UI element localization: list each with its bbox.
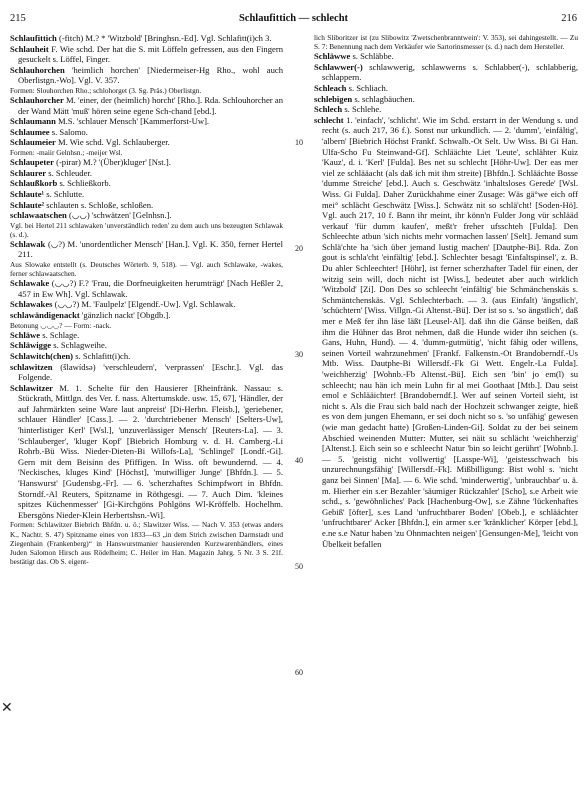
entry-text: s. Schlagweihe. (53, 340, 107, 351)
dictionary-entry (10, 137, 283, 148)
dictionary-entry (314, 115, 578, 549)
entry-text: s. Schläbbe. (352, 51, 394, 62)
line-number: 10 (295, 138, 303, 147)
entry-lemma: Schlawitzer (10, 382, 53, 393)
entry-text: (◡◡) 'schwätzen' [Gelnhsn.]. (68, 210, 172, 221)
entry-text: s. Schlehe. (344, 104, 382, 115)
entry-text: 'gänzlich nackt' [Obgdb.]. (81, 310, 171, 321)
entry-lemma: schlawitzen (10, 361, 53, 372)
entry-text: Vgl. bei Hertel 211 schlawaken 'unverständlich reden' zu dem auch uns bezeugten Schlawak (s. d.). (10, 220, 283, 239)
entry-lemma: Schlaute² (10, 199, 45, 210)
entry-text: M. Wie schd. Vgl. Schlauberger. (57, 137, 170, 148)
entry-lemma: schlebigen (314, 93, 353, 104)
entry-text: (-pirar) M.? '(Über)kluger' [Nst.]. (56, 157, 171, 168)
entry-lemma: Schlauheit (10, 43, 49, 54)
entry-lemma: Schläwwe (314, 51, 351, 62)
entry-text: s. Schlage. (42, 329, 80, 340)
entry-text: Formen: Schlawitzer Biebrich Bhfdn. u. ö.; Slawitzer Wiss. — Nach V. 353 (etwas anders K., Nachtr. S. 47) Spitzname eines von 1833—63 „in dem Strich zwischen Darmstadt und Ziegenhain (Frankenberg)“ in Hanswurstmanier hausierenden Kurzwarenhändlers, eines Juden Salomon Hirsch aus Rödelheim; C. Heiler im Han. Magazin Jahrg. 5 Nr. 3 S. 21f. bestätigt das. Ob S. eigent- (10, 520, 283, 566)
page-number-left: 215 (10, 13, 26, 24)
entry-text: (◡◡?) F.? 'Frau, die Dorfneuigkeiten herumträgt' [Nach Heßler 2, 457 in Ew Wh]. Vgl. Schlawak. (18, 278, 283, 299)
entry-lemma: Schlaumeier (10, 137, 56, 148)
entry-text: M.S. 'schlauer Mensch' [Kammerforst-Uw]. (58, 116, 210, 127)
line-number: 20 (295, 244, 303, 253)
entry-text: s. Schließkorb. (59, 178, 111, 189)
dictionary-entry (314, 104, 578, 115)
page-title: Schlaufittich — schlecht (238, 13, 349, 24)
entry-text: (-fitch) M.? * 'Witzbold' [Bringhsn.-Ed]. Vgl. Schlafitt(i)ch 3. (58, 33, 272, 43)
entry-text: 1. 'einfach', 'schlicht'. Wie im Schd. erstarrt in der Wendung s. und recht (s. auch 217, 36 f.). Sonst nur urkundlich. — 2. 'dumm', 'einfältig', 'albern' [Biebrich Höchst Frankf. Schwalb.-Ot Selt. Uw Wiss. Bi Gi Han. Ulfa-Scho Fu Steinwand-Gf]. Schläächte Liet 'Leute', schlähter Kuiz 'Kauz', d. i. 'Kerl' [Fulda]. Bes net su schlecht [Höhr-Uw]. Der eas mer viel ze schlääacht (als daß ich mit ihm streite) [Bhfdn.]. Schläächte Bosse 'dumme Streiche' [ebd.]. Auch s. Geschwätz 'inhaltsloses Gerede' [Wsl. Wiss. Gi Fulda]. Daher Zurückhahme einer Zusage: Wäs gä°we eich off mei° schlächt Geschwätz [Wiss.]. Schwätz nit so schlä'cht! [Soden-Hö]. Vgl. auch 217, 10 f. Bann ihr meint, ihr könn'n Fulder Jong vür schlääd verkauf 'für dumm kaufen', meßt'r freher ufsschteh [Fulda]. Den Schleechte atbun 'sich nichts mehr vormachen lassen' [Selt]. Jemand sum Schlä'chte ha 'sich über jemand lustig machen' [Dautphe-Bi]. Rda. Zon gout is schla'cht 'einfältig' [ebd.]. Schlechter besagt 'Einfaltspinsel', z. B. Du ahler Schleechter! [Höhr], ist ferner scherzhafter Tadel für einen, der witzig sein will, doch nicht ist [Wiss.], bedeutet aber auch wirklich 'Witzbold' [Zi]. Don Des so schleecht 'einfältig' bie Schmänchenskäs s. Schmäntchenskäs. Vgl. Schlechterbach. — 3. (aus Einfalt) 'ängstlich', 'schüchtern' [Wiss. Villgn.-Gi Altenst.-Bü]. Der ist so s. 'so ängstlich', daß mer e Meß fer ihn läse läßt [Leusel-Al]. daß ihn die Gänse beißen, daß ihm die Hühner das Brot nehmen, daß die Hunde wider ihn seichen (s. Gans, Huhn, Hund). — 4. 'dumm-gutmütig', 'nicht fähig oder willens, seinen Vorteil wahrzunehmen' [Frankf. Falkenstn.-Ot Brandoberndf.-Us Mtb. Wiss. Dautphe-Bi Willersdf.-Fk Gi Wett. Engelr.-La Fulda]. 'weichherzig' [Wohnb.-Fb Altenst.-Bü]. Eich sen 'bin' jo em(l) su schleecht; nau hän ich mein Luhn fir al mei Goothaat [Mtb.]. Dau seist emol e Schlääichter! [Brandoberndf.]. Wer auf seinen Vorteil sieht, ist nicht s. Als die Frau sich bald nach der Hochzeit schwanger zeigte, hieß es von dem jungen Ehemann, er sei doch nicht so s. 'so unfähig' gewesen (wie man gedacht hatte) [Großen-Linden-Gi]. Soldat zu der bei seinem Abschied weinenden Mutter: Mutter, sei näit su schlächt 'weichherzig' [Altenst.]. Eich sein so e schleecht Natur 'bin so leicht gerührt' [Wohnb.]. — 5. 'geistig nicht vollwertig' [Lasspe-Wi], 'geistesschwach bis unzurechnungsfähig' [Willersdf.-Fk]. Mißbilligung: Bist wohl s. 'nicht ganz bei Sinnen' [Ma]. — 6. Wie schd. 'minderwertig', 'unbrauchbar' u. ä. m. Hierher ein s.er Bezahler 'säumiger Rückzahler' [Scho], s.e Arbeit wie schd., s. 'gewöhnliches' Pack [Hachenburg-Ow], s.e Zähne 'lückenhaftes Gebiß' [öfter], s.es Land 'unfruchtbarer Boden' [Obeb.], e schläächter 'unfruchtbarer' Acker [Bhfdn.], ein armer s.er 'kränklicher' Körper [ebd.], e.ne s.e Natur haben 'zu Ohnmachten neigen' [Gensungen-Me], 'leicht von Übelkeit befallen (322, 114, 578, 549)
dictionary-entry (10, 299, 283, 310)
entry-text: s. Salomo. (51, 126, 88, 137)
entry-text: s. schlagbäuchen. (354, 93, 415, 104)
dictionary-entry (10, 278, 283, 299)
entry-lemma: Schläwe (10, 329, 41, 340)
dictionary-entry (10, 157, 283, 168)
entry-lemma: Schlaumee (10, 126, 50, 137)
dictionary-entry (314, 62, 578, 83)
dictionary-entry (10, 310, 283, 321)
line-number: 50 (295, 562, 303, 571)
dictionary-entry (10, 95, 283, 116)
entry-lemma: Schlawwer(-) (314, 61, 363, 72)
entry-lemma: Schlauhorcher (10, 95, 64, 106)
entry-text: s. Schlafitt(i)ch. (75, 350, 131, 361)
handwritten-cross-mark: ✕ (1, 701, 13, 716)
line-number: 60 (295, 668, 303, 677)
entry-text: s. Schlutte. (46, 188, 85, 199)
line-number: 30 (295, 350, 303, 359)
dictionary-entry (10, 168, 283, 179)
entry-text: M. 1. Schelte für den Hausierer [Rheinfränk. Nassau: s. Stückrath, Mittlgn. des Ver. f. nass. Altertumskde. usw. 15, 67], 'Händler, der auf Jahrmärkten seine Ware laut anpreist' [Di-Herbn. Fleisb.], 'geriebener, schlauer Händler' [Cass.]. — 2. 'durchtriebener Mensch' [Selters-Uw], 'hinterlistiger Kerl' [Wsl.], 'unzuverlässiger Mensch' [Reuters-La]. — 3. 'Schlauberger', 'kluger Kopf' [Biebrich Homburg v. d. H. Camberg.-Li Rohrb.-Bü Wiss. Nieder-Dieten-Bi Willofs-La], 'Schlingel' [Londf.-Gi]. Gern mit dem Beisinn des Pfiffigen. In Wiss. oft bewundernd. — 4. 'Neckisches, kluges Kind' [Höchst], 'mutwilliger Junge' [Bhfdn.]. — 5. 'Hanswurst' [Gudensbg.-Fr]. — 6. 'scherzhaftes Schimpfwort in Bhfdn. Storndf.-Al Reuters, Spitzname in Röthgesgi. — 7. Auch Dim. 'kleines spitzes Küchenmesser' [Gi-Kirchgöns Pohlgöns Wl-Kröffelb. Hochelhm. Ebersgöns Nieder-Klein Herbertshsn.-Wi]. (18, 382, 283, 520)
dictionary-entry (10, 210, 283, 221)
entry-text: 'heimlich horchen' [Niedermeiser-Hg Rho., wohl auch Oberlistgn.-Wo]. Vgl. V. 357. (18, 64, 283, 86)
entry-lemma: Schlech (314, 104, 343, 115)
entry-note (314, 33, 578, 51)
entry-lemma: Schlauhorchen (10, 64, 65, 75)
dictionary-entry (10, 127, 283, 138)
entry-lemma: schlawaatschen (10, 210, 67, 221)
entry-text: s. Schleuder. (48, 167, 92, 178)
entry-text: schlawwerig, schlawwerns s. Schlabber(-), schlabberig, schlappern. (322, 61, 578, 83)
entry-lemma: Schlaurer (10, 167, 47, 178)
entry-lemma: Schlaupeter (10, 157, 54, 168)
entry-note (10, 86, 283, 95)
dictionary-entry (10, 44, 283, 65)
entry-lemma: Schlawakes (10, 299, 53, 310)
dictionary-entry (10, 330, 283, 341)
entry-lemma: Schläwigge (10, 340, 52, 351)
entry-text: lich Sliboritzer ist (zu Slibowitz 'Zwetschenbranntwein': V. 353), sei dahingestellt. — Zu S. 7: Benennung nach dem Verkäufer wie Sartorinsmesser (s. d.) nach dem Hersteller. (314, 33, 578, 52)
entry-note (10, 260, 283, 278)
dictionary-entry (10, 383, 283, 521)
entry-text: schlauten s. Schloße, schloßen. (46, 199, 154, 210)
right-column (314, 33, 578, 792)
dictionary-entry (10, 65, 283, 86)
dictionary-entry (10, 116, 283, 127)
entry-text: (šlawídsə) 'verschleudern', 'verprassen' [Eschr.]. Vgl. das Folgende. (18, 361, 283, 383)
dictionary-entry (10, 189, 283, 200)
entry-lemma: Schlaußkorb (10, 178, 58, 189)
entry-lemma: Schleach (314, 82, 347, 93)
entry-note (10, 221, 283, 239)
dictionary-entry (10, 178, 283, 189)
entry-lemma: Schlawak (10, 238, 46, 249)
entry-lemma: schlawändigenackt (10, 310, 80, 321)
entry-text: Formen: -maiir Gelnhsn.; -meijer Wsl. (10, 148, 123, 158)
entry-lemma: Schlaute¹ (10, 188, 45, 199)
line-number: 40 (295, 456, 303, 465)
dictionary-entry (10, 340, 283, 351)
entry-lemma: schlecht (314, 114, 344, 125)
entry-text: Betonung ◡◡◡? — Form: -nack. (10, 320, 112, 330)
entry-lemma: Schlawake (10, 278, 50, 289)
entry-lemma: Schlawitch(chen) (10, 350, 74, 361)
entry-text: (◡◡?) M. 'Faulpelz' [Elgendf.-Uw]. Vgl. Schlawak. (54, 299, 236, 310)
dictionary-entry (10, 362, 283, 383)
dictionary-entry (10, 239, 283, 260)
dictionary-entry (314, 94, 578, 105)
entry-text: M. 'einer, der (heimlich) horcht' [Rho.]. Rda. Schlouhorcher an der Wand Mätt 'muß' hören seine egene Sch-chand [ebd.]. (18, 95, 283, 116)
dictionary-entry (10, 351, 283, 362)
dictionary-entry (10, 200, 283, 211)
dictionary-entry (314, 83, 578, 94)
entry-text: s. Schliach. (348, 82, 389, 93)
entry-text: Aus Slowake entstellt (s. Deutsches Wörterb. 9, 518). — Vgl. auch Schlawake, -wakes, ferner schlawaatschen. (10, 260, 283, 279)
entry-text: F. Wie schd. Der hat die S. mit Löffeln gefressen, aus den Fingern gesuckelt s. Löffel, Finger. (18, 43, 283, 65)
page-number-right: 216 (561, 13, 577, 24)
entry-text: (◡?) M. 'unordentlicher Mensch' [Han.]. Vgl. K. 350, ferner Hertel 211. (18, 238, 283, 260)
entry-lemma: Schlaufittich (10, 33, 57, 43)
entry-note (10, 520, 283, 565)
left-column (10, 33, 283, 792)
dictionary-entry (10, 33, 283, 44)
entry-text: Formen: Slouhorchen Rho.; schlohorget (3. Sg. Präs.) Oberlistgn. (10, 85, 202, 95)
entry-note (10, 148, 283, 157)
dictionary-entry (314, 51, 578, 62)
entry-note (10, 321, 283, 330)
page-header (10, 13, 577, 27)
entry-lemma: Schlaumann (10, 116, 56, 127)
